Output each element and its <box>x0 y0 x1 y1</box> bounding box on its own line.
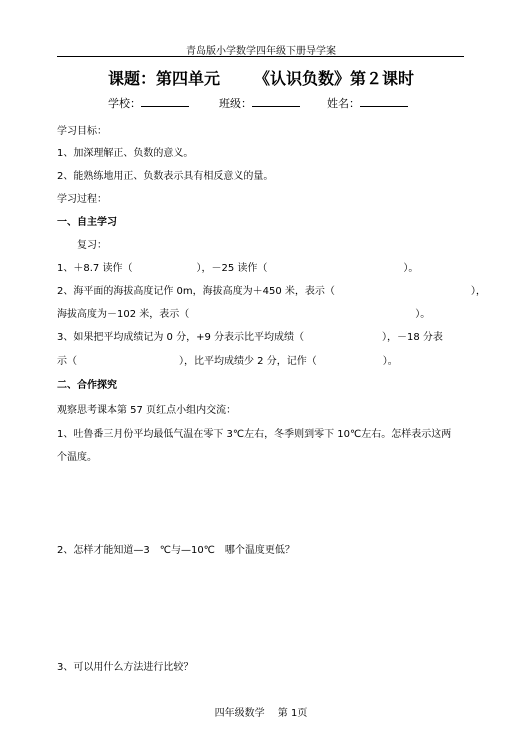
question-3-line-2 <box>57 352 398 367</box>
question-2-text-a: 2、海平面的海拔高度记作 0m，海拔高度为＋450 米，表示（ <box>57 286 335 297</box>
name-label: 姓名： <box>327 97 360 110</box>
explore-question-3: 3、可以用什么方法进行比较？ <box>57 662 194 673</box>
page-footer: 四年级数学 第 1页 <box>214 708 308 719</box>
section1-heading: 一、自主学习 <box>57 217 117 228</box>
explore-question-1-line-2: 个温度。 <box>57 452 97 463</box>
question-3-text-b: ），－18 分表 <box>382 332 443 343</box>
review-label: 复习： <box>77 240 107 251</box>
name-field <box>327 95 408 111</box>
question-2-text-d: ）。 <box>415 309 431 320</box>
question-1 <box>57 259 418 274</box>
process-heading: 学习过程： <box>57 194 107 205</box>
question-3-text-d: ），比平均成绩少 2 分，记作（ <box>179 356 317 367</box>
goal-item-2: 2、能熟练地用正、负数表示具有相反意义的量。 <box>57 171 274 182</box>
question-3-line-1 <box>57 328 443 343</box>
title-lesson: 《认识负数》第２课时 <box>254 69 415 88</box>
school-label: 学校： <box>108 97 141 110</box>
question-3-text-a: 3、如果把平均成绩记为 0 分，+9 分表示比平均成绩（ <box>57 332 305 343</box>
goals-heading: 学习目标： <box>57 126 107 137</box>
explore-question-1-line-1: 1、吐鲁番三月份平均最低气温在零下 3℃左右，冬季则到零下 10℃左右。怎样表示这两 <box>57 429 452 440</box>
name-blank[interactable] <box>360 95 408 107</box>
question-3-text-e: ）。 <box>382 356 398 367</box>
page-title <box>0 66 522 89</box>
page-header: 青岛版小学数学四年级下册导学案 <box>186 46 336 57</box>
question-3-text-c: 示（ <box>57 356 77 367</box>
question-2-text-b: ）， <box>470 286 486 297</box>
question-2-line-1 <box>57 282 486 297</box>
section2-intro: 观察思考课本第 57 页红点小组内交流： <box>57 405 237 416</box>
goal-item-1: 1、加深理解正、负数的意义。 <box>57 148 194 159</box>
question-2-text-c: 海拔高度为－102 米，表示（ <box>57 309 190 320</box>
school-blank[interactable] <box>141 95 189 107</box>
class-field <box>219 95 300 111</box>
question-1-text-c: ）。 <box>403 263 419 274</box>
header-rule <box>57 56 464 57</box>
question-1-text-b: ），－25 读作（ <box>196 263 268 274</box>
question-1-text-a: 1、＋8.7 读作（ <box>57 263 133 274</box>
question-2-line-2 <box>57 305 430 320</box>
school-field <box>108 95 189 111</box>
explore-question-2: 2、怎样才能知道—3 ℃与—10℃ 哪个温度更低？ <box>57 545 295 556</box>
class-label: 班级： <box>219 97 252 110</box>
class-blank[interactable] <box>252 95 300 107</box>
section2-heading: 二、合作探究 <box>57 380 117 391</box>
title-unit: 课题：第四单元 <box>107 69 220 88</box>
